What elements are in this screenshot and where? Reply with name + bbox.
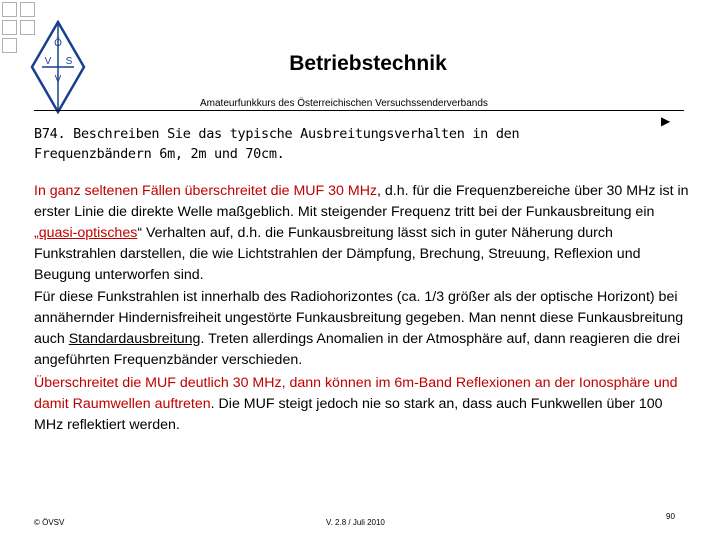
decor-square [2, 38, 17, 53]
body-text: . Treten allerdings Anomalien in der Atmosphäre auf, dann reagieren die drei angeführten Frequenzbänder verschieden. [34, 331, 680, 368]
decor-square [2, 2, 17, 17]
logo-letter: Ö [54, 38, 62, 49]
paragraph-1 [34, 181, 694, 286]
decor-square [2, 20, 17, 35]
logo-letter: V [54, 74, 62, 85]
highlight-text: In ganz seltenen Fällen überschreitet die MUF 30 MHz [34, 183, 378, 199]
question-line: Frequenzbändern 6m, 2m und 70cm. [34, 146, 285, 162]
question-heading [34, 124, 594, 164]
page-subtitle: Amateurfunkkurs des Österreichischen Versuchssenderverbands [200, 98, 488, 109]
question-line: B74. Beschreiben Sie das typische Ausbreitungsverhalten in den [34, 126, 520, 142]
body-text: , d.h. für die Frequenzbereiche über 30 MHz ist in erster Linie die direkte Welle maßgeblich. Mit steigender Frequenz tritt bei der Funkausbreitung ein [34, 183, 689, 220]
footer-version: V. 2.8 / Juli 2010 [326, 518, 385, 527]
play-icon[interactable]: ▶ [661, 114, 671, 128]
body-text: . Die MUF steigt jedoch nie so stark an, dass auch Funkwellen über 100 MHz reflektiert werden. [34, 396, 663, 433]
logo-letter: S [65, 56, 73, 67]
body-text: Für diese Funkstrahlen ist innerhalb des Radiohorizontes (ca. 1/3 größer als der optische Horizont) bei annähernder Hindernisfreiheit ungestörte Funkausbreitung gegeben. Man nennt diese Funkausbreitung auch [34, 289, 684, 347]
header-divider [34, 110, 684, 111]
paragraph-2 [34, 287, 694, 371]
footer-copyright: © ÖVSV [34, 518, 65, 527]
highlight-text: „quasi-optisches [34, 225, 138, 241]
body-text: “ Verhalten auf, d.h. die Funkausbreitung lässt sich in guter Näherung durch Funkstrahlen darstellen, die wie Lichtstrahlen der Dämpfung, Brechung, Streuung, Reflexion und Beugung unterworfen sind. [34, 225, 641, 283]
decor-square [20, 2, 35, 17]
page-number: 90 [666, 512, 675, 521]
logo-letter: V [44, 56, 52, 67]
underlined-term: Standardausbreitung [68, 331, 201, 347]
page-title: Betriebstechnik [289, 52, 447, 75]
paragraph-3 [34, 373, 694, 436]
highlight-text: Überschreitet die MUF deutlich 30 MHz, dann können im 6m-Band Reflexionen an der Ionosphäre und damit Raumwellen auftreten [34, 375, 678, 412]
